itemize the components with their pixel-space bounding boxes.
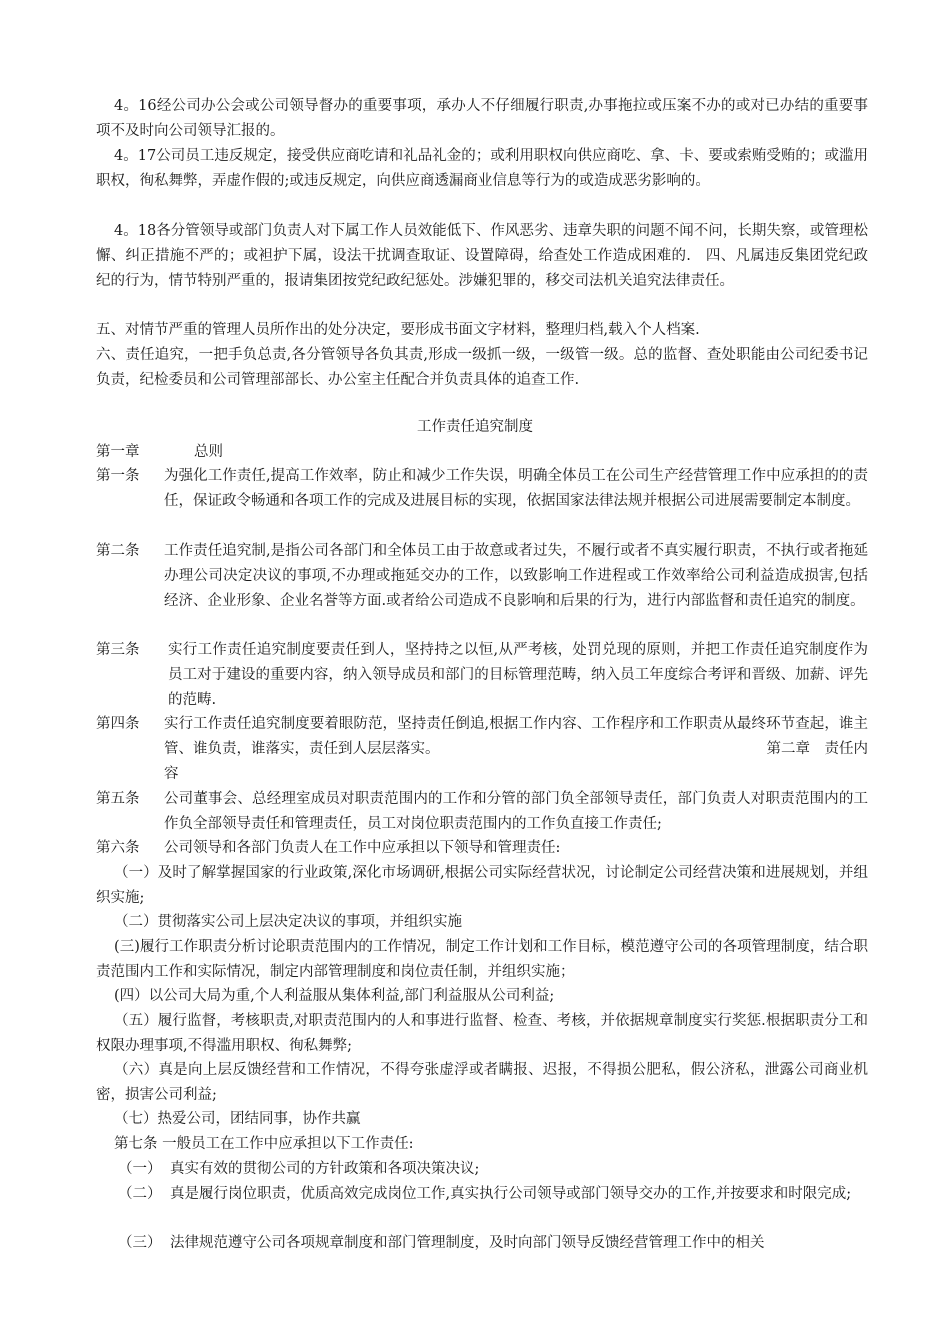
chapter-1-label: 第一章 (96, 444, 140, 460)
item-6-6: （六）真是向上层反馈经营和工作情况，不得夸张虚浮或者瞒报、迟报，不得损公肥私，假公济私，泄露公司商业机密，损害公司利益; (96, 1062, 868, 1103)
chapter-1-name: 总则 (194, 444, 223, 460)
article-4-text: 实行工作责任追究制度要着眼防范，坚持责任倒追,根据工作内容、工作程序和工作职责从最终环节查起，谁主管、谁负责，谁落实，责任到人层层落实。 (164, 716, 868, 757)
article-4 (96, 712, 868, 762)
document-title: 工作责任追究制度 (417, 419, 533, 435)
article-4-label: 第四条 (96, 716, 140, 732)
article-6-text: 公司领导和各部门负责人在工作中应承担以下领导和管理责任: (164, 840, 561, 856)
item-7-3-label: （三） (118, 1235, 162, 1251)
article-5-label: 第五条 (96, 791, 140, 807)
article-5-text: 公司董事会、总经理室成员对职责范围内的工作和分管的部门负全部领导责任，部门负责人对职责范围内的工作负全部领导责任和管理责任，员工对岗位职责范围内的工作负直接工作责任; (164, 791, 868, 832)
item-6-2: （二）贯彻落实公司上层决定决议的事项，并组织实施 (114, 914, 462, 930)
item-7-2 (96, 1182, 868, 1207)
item-6-4: (四）以公司大局为重,个人利益服从集体利益,部门利益服从公司利益; (114, 988, 555, 1004)
item-7-2-label: （二） (118, 1186, 162, 1202)
article-3-text: 实行工作责任追究制度要责任到人，坚持持之以恒,从严考核，处罚兑现的原则，并把工作责任追究制度作为员工对于建设的重要内容，纳入领导成员和部门的目标管理范畴，纳入员工年度综合考评和晋级、加薪、评先的范畴. (168, 642, 868, 708)
paragraph-4-16: 4。16经公司办公会或公司领导督办的重要事项，承办人不仔细履行职责,办事拖拉或压案不办的或对已办结的重要事项不及时向公司领导汇报的。 (96, 98, 868, 139)
chapter-2-label: 第二章 责任内 (766, 741, 868, 757)
item-6-3: (三)履行工作职责分析讨论职责范围内的工作情况，制定工作计划和工作目标，模范遵守公司的各项管理制度，结合职责范围内工作和实际情况，制定内部管理制度和岗位责任制，并组织实施； (96, 939, 868, 980)
article-1-text: 为强化工作责任,提高工作效率，防止和减少工作失误，明确全体员工在公司生产经营管理工作中应承担的的责任，保证政令畅通和各项工作的完成及进展目标的实现，依据国家法律法规并根据公司进展需要制定本制度。 (164, 468, 868, 509)
paragraph-4-18: 4。18各分管领导或部门负责人对下属工作人员效能低下、作风恶劣、违章失职的问题不闻不问，长期失察，或管理松懈、纠正措施不严的；或袒护下属，设法干扰调查取证、设置障碍，给查处工作造成困难的. 四、凡属违反集团党纪政纪的行为，情节特别严重的，报请集团按党纪政纪惩处。涉嫌犯罪的，移交司法机关追究法律责任。 (96, 223, 868, 289)
article-3 (96, 638, 868, 713)
article-7: 第七条 一般员工在工作中应承担以下工作责任: (114, 1136, 414, 1152)
article-6 (96, 836, 868, 861)
article-5 (96, 787, 868, 837)
item-7-3-text: 法律规范遵守公司各项规章制度和部门管理制度，及时向部门领导反馈经营管理工作中的相关 (170, 1235, 765, 1251)
paragraph-six: 六、责任追究，一把手负总责,各分管领导各负其责,形成一级抓一级，一级管一级。总的监督、查处职能由公司纪委书记负责，纪检委员和公司管理部部长、办公室主任配合并负责具体的追查工作. (96, 347, 868, 388)
item-6-1: （一）及时了解掌握国家的行业政策,深化市场调研,根据公司实际经营状况，讨论制定公司经营决策和进展规划，并组织实施; (96, 865, 868, 906)
paragraph-five: 五、对情节严重的管理人员所作出的处分决定，要形成书面文字材料，整理归档,载入个人档案. (96, 322, 700, 338)
item-7-1-text: 真实有效的贯彻公司的方针政策和各项决策决议; (170, 1161, 480, 1177)
article-6-label: 第六条 (96, 840, 140, 856)
item-6-7: （七）热爱公司，团结同事，协作共赢 (114, 1111, 361, 1127)
item-6-5: （五）履行监督，考核职责,对职责范围内的人和事进行监督、检查、考核，并依据规章制度实行奖惩.根据职责分工和权限办理事项,不得滥用职权、徇私舞弊; (96, 1013, 868, 1054)
item-7-3 (96, 1231, 868, 1256)
chapter-1-heading (96, 440, 868, 465)
chapter-2-tail: 容 (164, 766, 179, 782)
item-7-1-label: （一） (118, 1161, 162, 1177)
article-2 (96, 539, 868, 614)
article-1-label: 第一条 (96, 468, 140, 484)
article-2-text: 工作责任追究制,是指公司各部门和全体员工由于故意或者过失，不履行或者不真实履行职责，不执行或者拖延办理公司决定决议的事项,不办理或拖延交办的工作，以致影响工作进程或工作效率给公司利益造成损害,包括经济、企业形象、企业名誉等方面.或者给公司造成不良影响和后果的行为，进行内部监督和责任追究的制度。 (164, 543, 868, 609)
item-7-1 (96, 1157, 868, 1182)
paragraph-4-17: 4。17公司员工违反规定，接受供应商吃请和礼品礼金的；或利用职权向供应商吃、拿、卡、要或索贿受贿的；或滥用职权，徇私舞弊，弄虚作假的;或违反规定，向供应商透漏商业信息等行为的或造成恶劣影响的。 (96, 148, 868, 189)
item-7-2-text: 真是履行岗位职责，优质高效完成岗位工作,真实执行公司领导或部门领导交办的工作,并按要求和时限完成; (170, 1186, 852, 1202)
article-2-label: 第二条 (96, 543, 140, 559)
article-1 (96, 464, 868, 514)
article-3-label: 第三条 (96, 642, 140, 658)
